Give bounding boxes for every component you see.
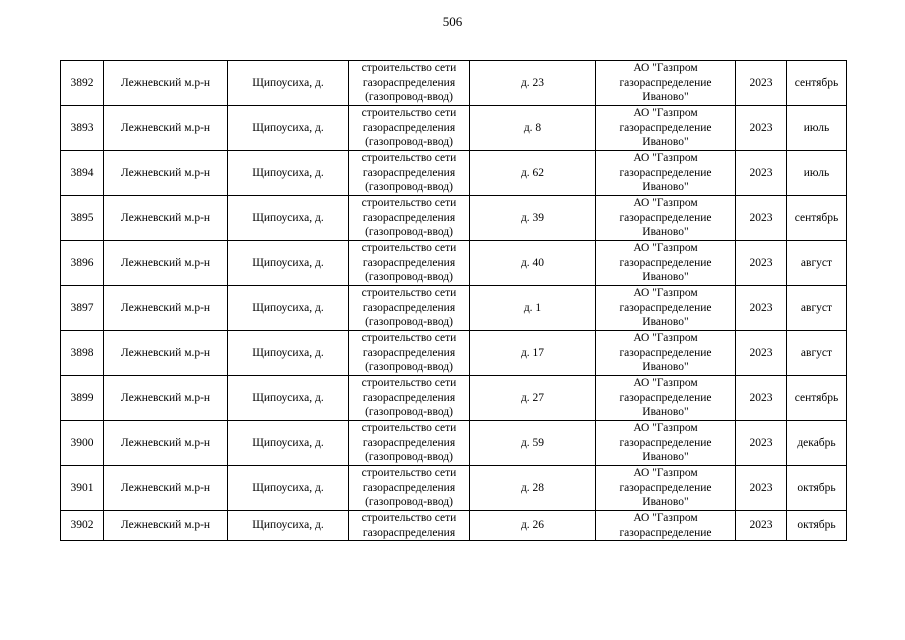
table-row (61, 241, 847, 286)
organization-line: газораспределение (619, 526, 712, 539)
house-number-cell: д. 17 (470, 331, 596, 376)
year-cell: 2023 (736, 151, 787, 196)
row-number-cell: 3900 (61, 421, 104, 466)
year-cell: 2023 (736, 241, 787, 286)
settlement-cell: Щипоусиха, д. (228, 241, 349, 286)
table-body (61, 61, 847, 541)
organization-line: газораспределение (619, 76, 712, 89)
organization-line: АО "Газпром (633, 332, 698, 345)
settlement-cell: Щипоусиха, д. (228, 466, 349, 511)
table-row (61, 376, 847, 421)
organization-line: газораспределение (619, 166, 712, 179)
organization-line: АО "Газпром (633, 62, 698, 75)
settlement-cell: Щипоусиха, д. (228, 376, 349, 421)
work-type-cell (349, 106, 470, 151)
work-type-cell (349, 376, 470, 421)
house-number-cell: д. 8 (470, 106, 596, 151)
settlement-cell: Щипоусиха, д. (228, 61, 349, 106)
table-row (61, 61, 847, 106)
table-row (61, 106, 847, 151)
work-type-line: (газопровод-ввод) (365, 496, 453, 509)
organization-line: Иваново" (642, 406, 689, 419)
work-type-line: газораспределения (362, 391, 456, 404)
settlement-cell: Щипоусиха, д. (228, 331, 349, 376)
district-cell: Лежневский м.р-н (104, 106, 228, 151)
district-cell: Лежневский м.р-н (104, 151, 228, 196)
year-cell: 2023 (736, 61, 787, 106)
settlement-cell: Щипоусиха, д. (228, 286, 349, 331)
organization-line: Иваново" (642, 181, 689, 194)
work-type-line: (газопровод-ввод) (365, 136, 453, 149)
district-cell: Лежневский м.р-н (104, 376, 228, 421)
work-type-line: газораспределения (362, 346, 456, 359)
row-number-cell: 3893 (61, 106, 104, 151)
organization-cell (596, 241, 736, 286)
table-row (61, 151, 847, 196)
work-type-line: газораспределения (362, 526, 456, 539)
work-type-cell (349, 286, 470, 331)
row-number-cell: 3897 (61, 286, 104, 331)
work-type-cell (349, 61, 470, 106)
work-type-line: газораспределения (362, 76, 456, 89)
organization-line: газораспределение (619, 391, 712, 404)
organization-line: АО "Газпром (633, 107, 698, 120)
month-cell: октябрь (787, 511, 847, 541)
year-cell: 2023 (736, 106, 787, 151)
month-cell: октябрь (787, 466, 847, 511)
year-cell: 2023 (736, 466, 787, 511)
month-cell: август (787, 286, 847, 331)
table-row (61, 331, 847, 376)
work-type-cell (349, 511, 470, 541)
page-number: 506 (442, 14, 463, 29)
work-type-line: (газопровод-ввод) (365, 91, 453, 104)
organization-line: Иваново" (642, 271, 689, 284)
house-number-cell: д. 39 (470, 196, 596, 241)
organization-cell (596, 331, 736, 376)
organization-line: газораспределение (619, 256, 712, 269)
work-type-line: газораспределения (362, 211, 456, 224)
year-cell: 2023 (736, 196, 787, 241)
organization-line: АО "Газпром (633, 512, 698, 524)
row-number-cell: 3902 (61, 511, 104, 541)
house-number-cell: д. 27 (470, 376, 596, 421)
row-number-cell: 3895 (61, 196, 104, 241)
organization-cell (596, 196, 736, 241)
row-number-cell: 3892 (61, 61, 104, 106)
organization-line: газораспределение (619, 211, 712, 224)
house-number-cell: д. 28 (470, 466, 596, 511)
work-type-line: (газопровод-ввод) (365, 226, 453, 239)
house-number-cell: д. 23 (470, 61, 596, 106)
work-type-line: строительство сети (361, 467, 457, 480)
settlement-cell: Щипоусиха, д. (228, 421, 349, 466)
organization-line: Иваново" (642, 361, 689, 374)
organization-line: Иваново" (642, 451, 689, 464)
organization-line: газораспределение (619, 121, 712, 134)
year-cell: 2023 (736, 511, 787, 541)
organization-line: Иваново" (642, 316, 689, 329)
organization-cell (596, 106, 736, 151)
table-row (61, 421, 847, 466)
work-type-cell (349, 241, 470, 286)
month-cell: сентябрь (787, 61, 847, 106)
district-cell: Лежневский м.р-н (104, 241, 228, 286)
organization-line: газораспределение (619, 301, 712, 314)
year-cell: 2023 (736, 421, 787, 466)
organization-line: АО "Газпром (633, 152, 698, 165)
organization-line: АО "Газпром (633, 377, 698, 390)
month-cell: август (787, 331, 847, 376)
table-row (61, 286, 847, 331)
month-cell: сентябрь (787, 196, 847, 241)
organization-line: газораспределение (619, 481, 712, 494)
work-type-line: строительство сети (361, 422, 457, 435)
month-cell: июль (787, 106, 847, 151)
house-number-cell: д. 62 (470, 151, 596, 196)
table-row (61, 466, 847, 511)
month-cell: декабрь (787, 421, 847, 466)
organization-line: Иваново" (642, 226, 689, 239)
work-type-cell (349, 421, 470, 466)
district-cell: Лежневский м.р-н (104, 286, 228, 331)
settlement-cell: Щипоусиха, д. (228, 106, 349, 151)
month-cell: сентябрь (787, 376, 847, 421)
row-number-cell: 3899 (61, 376, 104, 421)
house-number-cell: д. 40 (470, 241, 596, 286)
organization-line: Иваново" (642, 136, 689, 149)
work-type-line: газораспределения (362, 436, 456, 449)
organization-line: газораспределение (619, 346, 712, 359)
work-type-line: строительство сети (361, 287, 457, 300)
table-row (61, 511, 847, 541)
work-type-line: строительство сети (361, 512, 457, 524)
work-type-line: (газопровод-ввод) (365, 271, 453, 284)
district-cell: Лежневский м.р-н (104, 331, 228, 376)
settlement-cell: Щипоусиха, д. (228, 511, 349, 541)
work-type-line: строительство сети (361, 197, 457, 210)
row-number-cell: 3896 (61, 241, 104, 286)
work-type-line: газораспределения (362, 481, 456, 494)
organization-cell (596, 151, 736, 196)
settlement-cell: Щипоусиха, д. (228, 151, 349, 196)
house-number-cell: д. 26 (470, 511, 596, 541)
organization-line: АО "Газпром (633, 287, 698, 300)
organization-line: Иваново" (642, 496, 689, 509)
organization-line: Иваново" (642, 91, 689, 104)
work-type-line: газораспределения (362, 121, 456, 134)
organization-cell (596, 286, 736, 331)
work-type-line: строительство сети (361, 107, 457, 120)
work-type-line: строительство сети (361, 62, 457, 75)
work-type-line: (газопровод-ввод) (365, 451, 453, 464)
house-number-cell: д. 1 (470, 286, 596, 331)
work-type-line: строительство сети (361, 332, 457, 345)
organization-cell (596, 61, 736, 106)
work-type-line: строительство сети (361, 242, 457, 255)
organization-line: АО "Газпром (633, 242, 698, 255)
work-type-line: газораспределения (362, 301, 456, 314)
work-type-cell (349, 151, 470, 196)
table-row (61, 196, 847, 241)
work-type-line: газораспределения (362, 256, 456, 269)
settlement-cell: Щипоусиха, д. (228, 196, 349, 241)
organization-line: АО "Газпром (633, 197, 698, 210)
work-type-line: (газопровод-ввод) (365, 181, 453, 194)
work-type-cell (349, 466, 470, 511)
work-type-line: строительство сети (361, 152, 457, 165)
row-number-cell: 3898 (61, 331, 104, 376)
work-type-line: газораспределения (362, 166, 456, 179)
year-cell: 2023 (736, 376, 787, 421)
row-number-cell: 3894 (61, 151, 104, 196)
year-cell: 2023 (736, 286, 787, 331)
month-cell: июль (787, 151, 847, 196)
work-type-line: (газопровод-ввод) (365, 406, 453, 419)
gasification-table (60, 60, 847, 541)
organization-line: газораспределение (619, 436, 712, 449)
year-cell: 2023 (736, 331, 787, 376)
organization-line: АО "Газпром (633, 467, 698, 480)
house-number-cell: д. 59 (470, 421, 596, 466)
organization-cell (596, 421, 736, 466)
district-cell: Лежневский м.р-н (104, 466, 228, 511)
organization-line: АО "Газпром (633, 422, 698, 435)
district-cell: Лежневский м.р-н (104, 421, 228, 466)
organization-cell (596, 376, 736, 421)
month-cell: август (787, 241, 847, 286)
row-number-cell: 3901 (61, 466, 104, 511)
work-type-line: строительство сети (361, 377, 457, 390)
work-type-cell (349, 331, 470, 376)
organization-cell (596, 511, 736, 541)
work-type-cell (349, 196, 470, 241)
district-cell: Лежневский м.р-н (104, 61, 228, 106)
organization-cell (596, 466, 736, 511)
work-type-line: (газопровод-ввод) (365, 361, 453, 374)
district-cell: Лежневский м.р-н (104, 511, 228, 541)
district-cell: Лежневский м.р-н (104, 196, 228, 241)
work-type-line: (газопровод-ввод) (365, 316, 453, 329)
